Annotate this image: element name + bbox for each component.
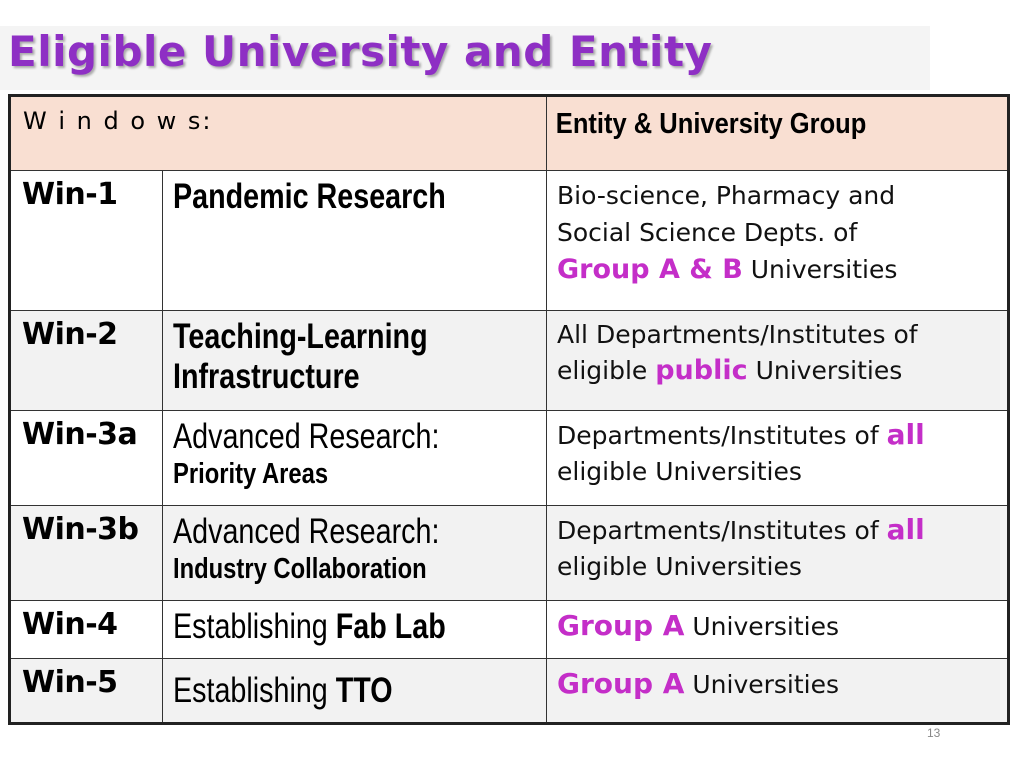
table-row: [10, 601, 1009, 659]
window-entity: [547, 601, 1009, 659]
topic-pre: Establishing: [173, 607, 336, 646]
entity-line: eligible Universities: [557, 552, 802, 581]
entity-tail: Universities: [684, 670, 840, 699]
header-entity-cell: [547, 96, 1009, 171]
window-id: Win-1: [10, 171, 163, 311]
entity-line: All Departments/Institutes of: [557, 320, 918, 349]
window-entity: [547, 311, 1009, 411]
entity-line: Bio-science, Pharmacy and: [557, 181, 896, 210]
window-id: Win-3a: [10, 411, 163, 506]
topic-line: Infrastructure: [173, 357, 360, 396]
window-topic: [163, 506, 547, 601]
entity-accent: Group A & B: [557, 254, 743, 285]
topic-main: Pandemic Research: [173, 177, 446, 216]
header-entity: Entity & University Group: [555, 108, 867, 140]
entity-line: [557, 512, 1007, 549]
topic-bold: TTO: [335, 671, 393, 710]
window-topic: [163, 601, 547, 659]
window-topic: [163, 311, 547, 411]
entity-pre: Departments/Institutes of: [557, 516, 887, 545]
entity-accent: all: [886, 513, 925, 546]
slide-title: Eligible University and Entity: [8, 27, 713, 76]
topic-line: Teaching-Learning: [173, 317, 428, 356]
table-header-row: [10, 96, 1009, 171]
window-topic: [163, 659, 547, 724]
entity-accent: all: [886, 418, 925, 451]
topic-pre: Establishing: [173, 671, 336, 710]
entity-line: [557, 665, 1007, 703]
entity-accent: public: [655, 355, 748, 386]
window-entity: [547, 411, 1009, 506]
page-number: 13: [927, 726, 941, 740]
topic-bold: Fab Lab: [335, 607, 446, 646]
topic-line: [173, 607, 479, 647]
window-id: Win-4: [10, 601, 163, 659]
table-row: [10, 659, 1009, 724]
window-topic: [163, 171, 547, 311]
entity-pre: Departments/Institutes of: [557, 421, 887, 450]
entity-tail: Universities: [742, 255, 898, 284]
window-id: Win-2: [10, 311, 163, 411]
window-topic: [163, 411, 547, 506]
window-id: Win-5: [10, 659, 163, 724]
table-row: [10, 506, 1009, 601]
entity-line: [557, 353, 1007, 389]
table-row: [10, 171, 1009, 311]
entity-line: eligible Universities: [557, 457, 802, 486]
topic-sub: Priority Areas: [173, 458, 329, 490]
window-entity: [547, 171, 1009, 311]
entity-accent: Group A: [557, 667, 685, 700]
header-windows: W i n d o w s:: [10, 96, 547, 171]
topic-line: [173, 671, 479, 711]
entity-line: Social Science Depts. of: [557, 218, 858, 247]
topic-main: Advanced Research:: [173, 512, 440, 551]
entity-accent: Group A: [557, 609, 685, 642]
window-entity: [547, 506, 1009, 601]
table-row: [10, 411, 1009, 506]
table-row: [10, 311, 1009, 411]
entity-tail: Universities: [747, 356, 903, 385]
entity-tail: Universities: [684, 612, 840, 641]
entity-line: [557, 417, 1007, 454]
window-entity: [547, 659, 1009, 724]
topic-sub: Industry Collaboration: [173, 553, 427, 585]
entity-pre: eligible: [557, 356, 656, 385]
entity-line: [557, 251, 1007, 288]
topic-main: Advanced Research:: [173, 417, 440, 456]
entity-line: [557, 607, 1007, 645]
window-id: Win-3b: [10, 506, 163, 601]
eligibility-table: [8, 94, 1010, 725]
